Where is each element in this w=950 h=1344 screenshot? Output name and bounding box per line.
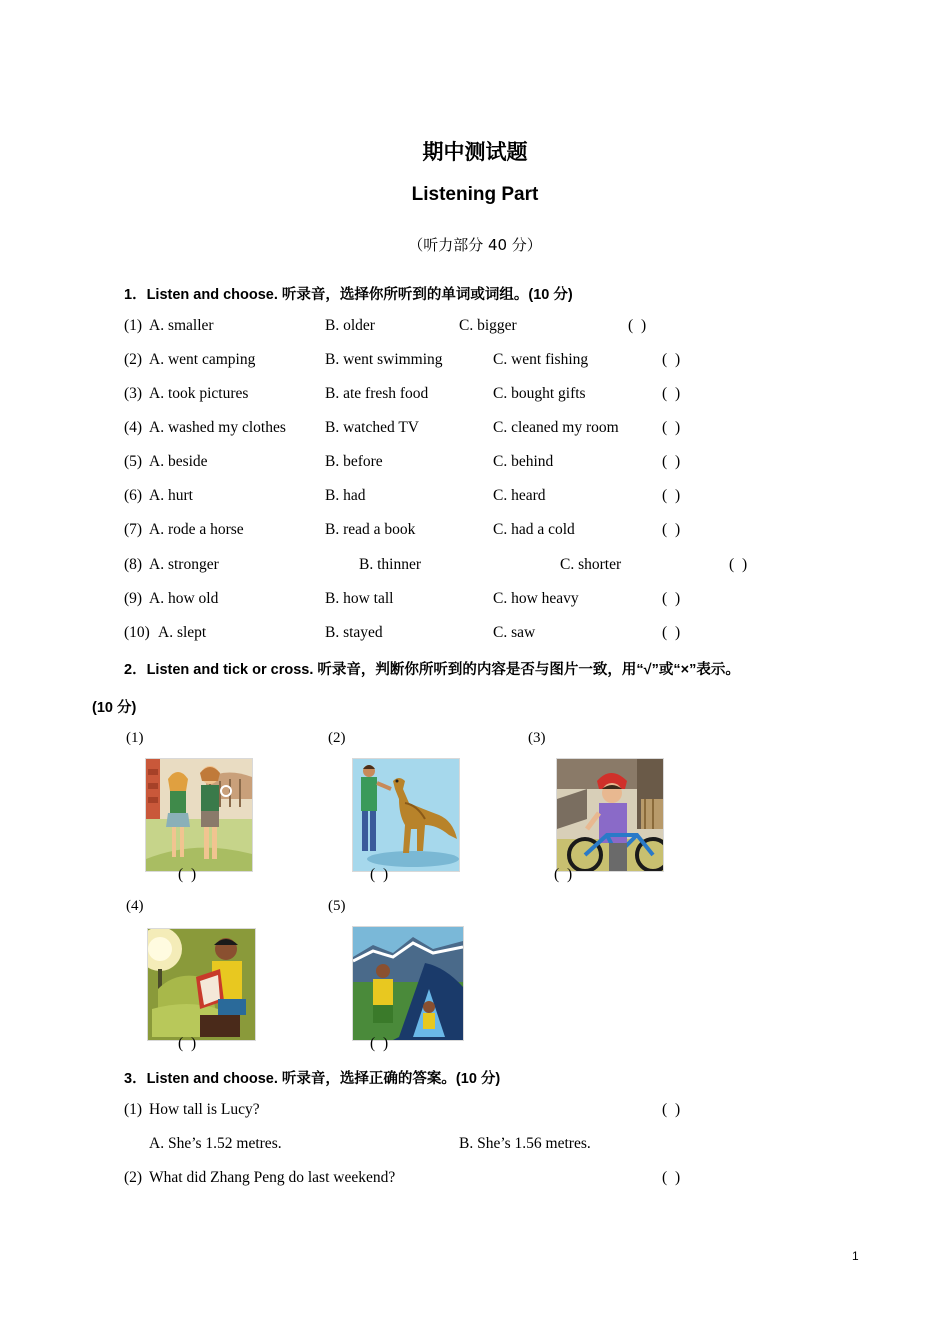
q4-number: (4) xyxy=(124,419,143,436)
q10-option-c: C. saw xyxy=(493,624,536,641)
q10-number: (10) xyxy=(124,624,150,641)
section3-heading: 3．Listen and choose. 听录音，选择正确的答案。(10 分) xyxy=(124,1071,501,1087)
s3-q1-question: How tall is Lucy? xyxy=(149,1101,260,1118)
q3-option-c: C. bought gifts xyxy=(493,385,586,402)
page-title-en: Listening Part xyxy=(411,184,539,205)
picture1-answer-blank[interactable]: ( ) xyxy=(178,866,199,883)
q5-answer-blank[interactable]: ( ) xyxy=(662,453,683,470)
q1-number: (1) xyxy=(124,317,143,334)
q8-answer-blank[interactable]: ( ) xyxy=(729,556,750,573)
q5-option-a: A. beside xyxy=(149,453,208,470)
picture4-answer-blank[interactable]: ( ) xyxy=(178,1035,199,1052)
q1-option-b: B. older xyxy=(325,317,375,334)
q5-number: (5) xyxy=(124,453,143,470)
q6-answer-blank[interactable]: ( ) xyxy=(662,487,683,504)
q1-option-a: A. smaller xyxy=(149,317,214,334)
section2-heading-score: (10 分) xyxy=(92,700,137,716)
q8-option-b: B. thinner xyxy=(359,556,421,573)
s3-q2-number: (2) xyxy=(124,1169,143,1186)
q1-answer-blank[interactable]: ( ) xyxy=(628,317,649,334)
s3-q1-option-a: A. She’s 1.52 metres. xyxy=(149,1135,282,1152)
picture4-number: (4) xyxy=(126,898,144,914)
section1-heading: 1．Listen and choose. 听录音，选择你所听到的单词或词组。(10 分) xyxy=(124,287,573,303)
q7-option-c: C. had a cold xyxy=(493,521,575,538)
picture2-answer-blank[interactable]: ( ) xyxy=(370,866,391,883)
q8-option-c: C. shorter xyxy=(560,556,622,573)
q7-answer-blank[interactable]: ( ) xyxy=(662,521,683,538)
boy-bicycle-picture xyxy=(556,758,664,872)
q8-option-a: A. stronger xyxy=(149,556,219,573)
q6-option-a: A. hurt xyxy=(149,487,193,504)
two-girls-picture xyxy=(145,758,253,872)
q7-number: (7) xyxy=(124,521,143,538)
section2-heading: 2．Listen and tick or cross. 听录音，判断你所听到的内容是否与图片一致，用“√”或“×”表示。 xyxy=(124,662,740,678)
q4-option-b: B. watched TV xyxy=(325,419,419,436)
page-subtitle: （听力部分 40 分） xyxy=(408,236,542,254)
q2-option-a: A. went camping xyxy=(149,351,256,368)
q9-answer-blank[interactable]: ( ) xyxy=(662,590,683,607)
q6-option-c: C. heard xyxy=(493,487,546,504)
page-title-cn: 期中测试题 xyxy=(422,140,528,164)
boy-dinosaur-picture xyxy=(352,758,460,872)
s3-q2-answer-blank[interactable]: ( ) xyxy=(662,1169,683,1186)
picture1-number: (1) xyxy=(126,730,144,746)
s3-q2-question: What did Zhang Peng do last weekend? xyxy=(149,1169,396,1186)
q5-option-b: B. before xyxy=(325,453,383,470)
s3-q1-option-b: B. She’s 1.56 metres. xyxy=(459,1135,591,1152)
q10-option-a: A. slept xyxy=(158,624,207,641)
picture5-answer-blank[interactable]: ( ) xyxy=(370,1035,391,1052)
camping-tent-picture xyxy=(352,926,464,1041)
q2-option-c: C. went fishing xyxy=(493,351,589,368)
q8-number: (8) xyxy=(124,556,143,573)
q6-number: (6) xyxy=(124,487,143,504)
q6-option-b: B. had xyxy=(325,487,366,504)
s3-q1-answer-blank[interactable]: ( ) xyxy=(662,1101,683,1118)
q3-number: (3) xyxy=(124,385,143,402)
q2-number: (2) xyxy=(124,351,143,368)
q9-number: (9) xyxy=(124,590,143,607)
q3-answer-blank[interactable]: ( ) xyxy=(662,385,683,402)
page-number: 1 xyxy=(852,1249,859,1263)
q9-option-a: A. how old xyxy=(149,590,219,607)
picture5-number: (5) xyxy=(328,898,346,914)
q9-option-b: B. how tall xyxy=(325,590,394,607)
q10-answer-blank[interactable]: ( ) xyxy=(662,624,683,641)
q3-option-a: A. took pictures xyxy=(149,385,249,402)
picture3-answer-blank[interactable]: ( ) xyxy=(554,866,575,883)
q10-option-b: B. stayed xyxy=(325,624,383,641)
q1-option-c: C. bigger xyxy=(459,317,517,334)
q9-option-c: C. how heavy xyxy=(493,590,579,607)
q7-option-a: A. rode a horse xyxy=(149,521,244,538)
q2-answer-blank[interactable]: ( ) xyxy=(662,351,683,368)
s3-q1-number: (1) xyxy=(124,1101,143,1118)
q5-option-c: C. behind xyxy=(493,453,554,470)
boy-reading-picture xyxy=(147,928,256,1041)
q4-answer-blank[interactable]: ( ) xyxy=(662,419,683,436)
q4-option-a: A. washed my clothes xyxy=(149,419,286,436)
q3-option-b: B. ate fresh food xyxy=(325,385,429,402)
q7-option-b: B. read a book xyxy=(325,521,416,538)
q4-option-c: C. cleaned my room xyxy=(493,419,619,436)
picture3-number: (3) xyxy=(528,730,546,746)
picture2-number: (2) xyxy=(328,730,346,746)
q2-option-b: B. went swimming xyxy=(325,351,443,368)
